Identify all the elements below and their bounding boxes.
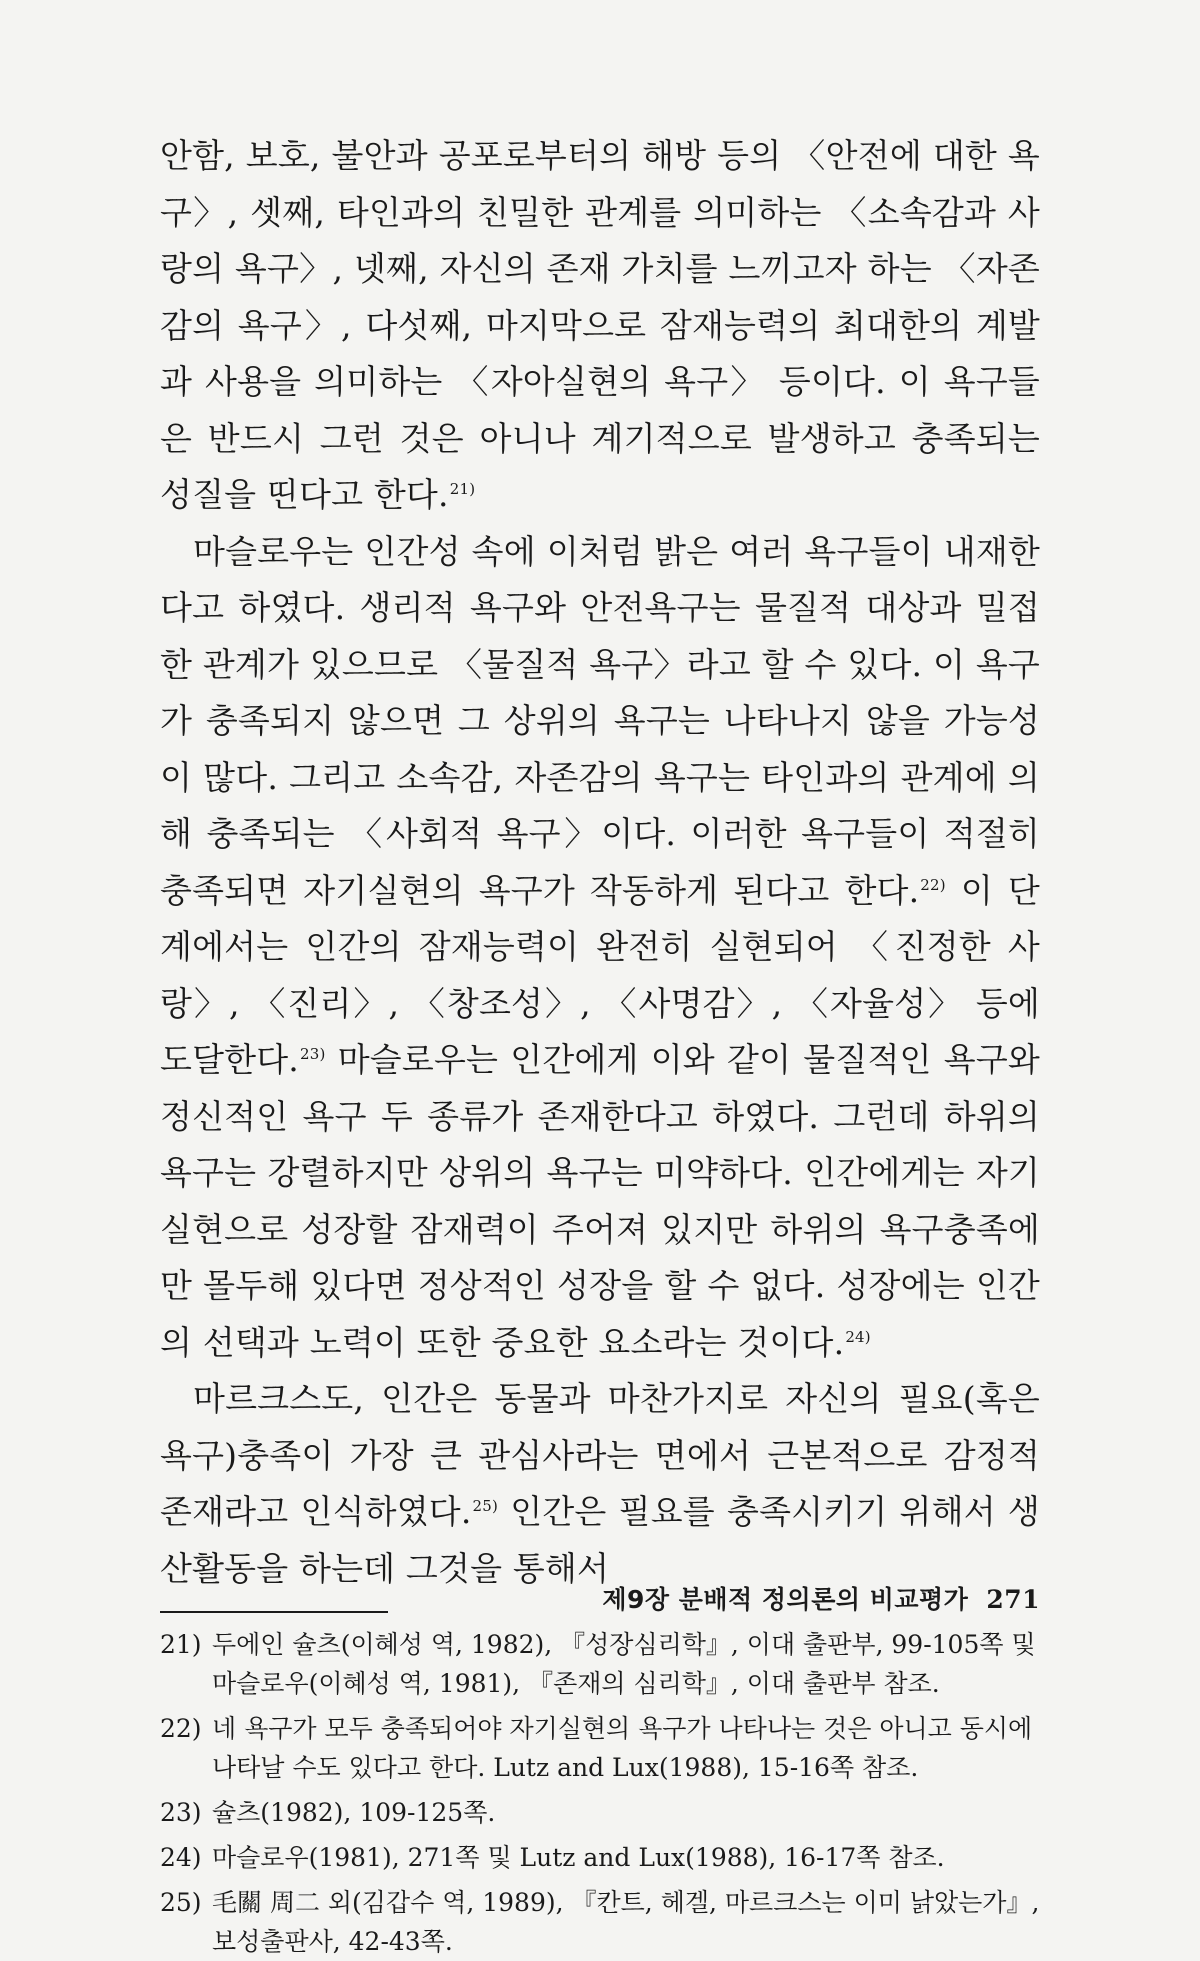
body-text (160, 128, 1040, 1597)
page-number: 271 (986, 1585, 1040, 1614)
footnote-text: 두에인 슐츠(이혜성 역, 1982), 『성장심리학』, 이대 출판부, 99-105쪽 및 마슬로우(이혜성 역, 1981), 『존재의 심리학』, 이대 출판부 참조. (212, 1630, 1036, 1698)
chapter-title: 제9장 분배적 정의론의 비교평가 (602, 1585, 969, 1614)
paragraph-3 (160, 1371, 1040, 1597)
footnote-number: 24) (160, 1843, 202, 1872)
footnote-ref-21: 21) (449, 480, 476, 498)
footnote-22 (160, 1709, 1040, 1787)
footnote-24 (160, 1838, 1040, 1877)
footnote-23 (160, 1793, 1040, 1832)
footnote-text: 마슬로우(1981), 271쪽 및 Lutz and Lux(1988), 16-17쪽 참조. (212, 1843, 945, 1872)
footnote-text: 毛關 周二 외(김갑수 역, 1989), 『칸트, 헤겔, 마르크스는 이미 낡았는가』, 보성출판사, 42-43쪽. (212, 1888, 1040, 1956)
footnote-number: 23) (160, 1798, 202, 1827)
footnote-ref-25: 25) (472, 1497, 499, 1515)
paragraph-2 (160, 524, 1040, 1372)
footnote-ref-22: 22) (920, 875, 946, 894)
footnote-25 (160, 1883, 1040, 1961)
footnote-number: 22) (160, 1714, 202, 1743)
paragraph-2-text-c: 마슬로우는 인간에게 이와 같이 물질적인 욕구와 정신적인 욕구 두 종류가 존재한다고 하였다. 그런데 하위의 욕구는 강렬하지만 상위의 욕구는 미약하다. 인간에게는 자기실현으로 성장할 잠재력이 주어져 있지만 하위의 욕구충족에만 몰두해 있다면 정상적인 성장을 할 수 없다. 성장에는 인간의 선택과 노력이 또한 중요한 요소라는 것이다. (160, 1040, 1040, 1362)
paragraph-3-text-b: 인간은 필요를 충족시키기 위해서 생산활동을 하는데 그것을 통해서 (160, 1492, 1040, 1588)
paragraph-1-text: 안함, 보호, 불안과 공포로부터의 해방 등의 〈안전에 대한 욕구〉, 셋째, 타인과의 친밀한 관계를 의미하는 〈소속감과 사랑의 욕구〉, 넷째, 자신의 존재 가치를 느끼고자 하는 〈자존감의 욕구〉, 다섯째, 마지막으로 잠재능력의 최대한의 계발과 사용을 의미하는 〈자아실현의 욕구〉 등이다. 이 욕구들은 반드시 그런 것은 아니나 계기적으로 발생하고 충족되는 성질을 띤다고 한다. (160, 136, 1040, 514)
paragraph-2-text-b: 이 단계에서는 인간의 잠재능력이 완전히 실현되어 〈진정한 사랑〉, 〈진리〉, 〈창조성〉, 〈사명감〉, 〈자율성〉 등에 도달한다. (160, 870, 1040, 1079)
paragraph-2-text-a: 마슬로우는 인간성 속에 이처럼 밝은 여러 욕구들이 내재한다고 하였다. 생리적 욕구와 안전욕구는 물질적 대상과 밀접한 관계가 있으므로 〈물질적 욕구〉라고 할 수 있다. 이 욕구가 충족되지 않으면 그 상위의 욕구는 나타나지 않을 가능성이 많다. 그리고 소속감, 자존감의 욕구는 타인과의 관계에 의해 충족되는 〈사회적 욕구〉이다. 이러한 욕구들이 적절히 충족되면 자기실현의 욕구가 작동하게 된다고 한다. (160, 531, 1040, 910)
footnote-21 (160, 1625, 1040, 1703)
footnote-ref-24: 24) (845, 1327, 871, 1346)
running-footer (160, 1580, 1040, 1616)
footnote-number: 21) (160, 1630, 202, 1659)
footnote-number: 25) (160, 1888, 202, 1917)
footnote-text: 네 욕구가 모두 충족되어야 자기실현의 욕구가 나타나는 것은 아니고 동시에 나타날 수도 있다고 한다. Lutz and Lux(1988), 15-16쪽 참조. (212, 1714, 1033, 1782)
book-page (160, 128, 1040, 1956)
paragraph-1 (160, 128, 1040, 524)
footnote-text: 슐츠(1982), 109-125쪽. (212, 1798, 496, 1827)
footnote-ref-23: 23) (300, 1045, 326, 1063)
footnotes (160, 1625, 1040, 1961)
paragraph-3-text-a: 마르크스도, 인간은 동물과 마찬가지로 자신의 필요(혹은 욕구)충족이 가장 큰 관심사라는 면에서 근본적으로 감정적 존재라고 인식하였다. (160, 1379, 1040, 1531)
